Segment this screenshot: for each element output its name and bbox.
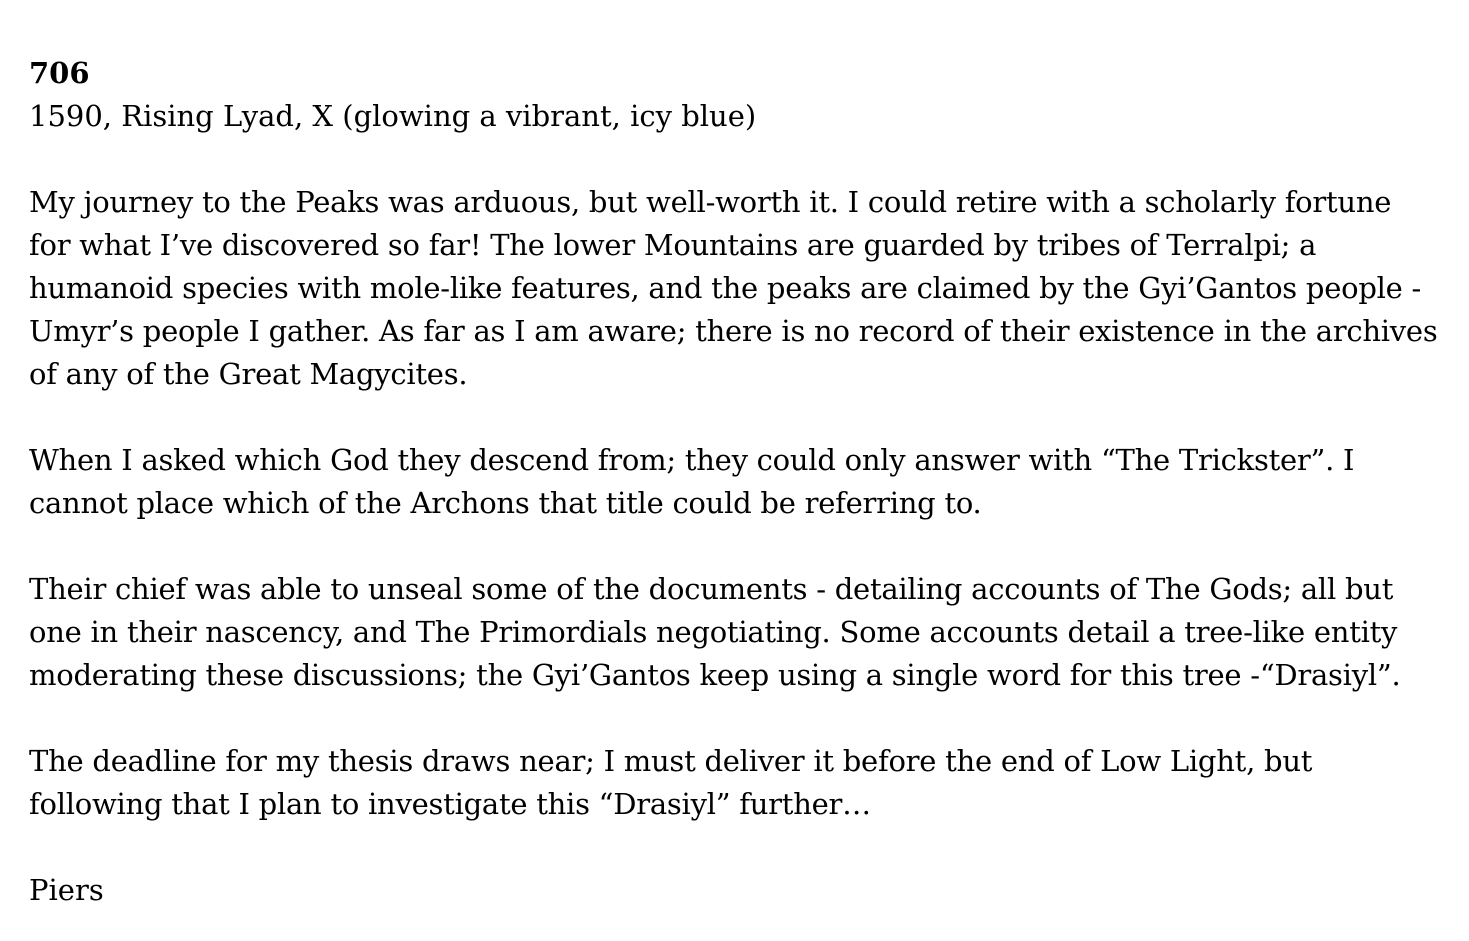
journal-entry <box>29 52 1439 912</box>
paragraph-deadline: The deadline for my thesis draws near; I must deliver it before the end of Low Light, but following that I plan to investigate this “Drasiyl” further… <box>29 744 1313 821</box>
paragraph-documents: Their chief was able to unseal some of the documents - detailing accounts of The Gods; all but one in their nascency, and The Primordials negotiating. Some accounts detail a tree-like entity moderating these discussions; the Gyi’Gantos keep using a single word for this tree -“Drasiyl”. <box>29 572 1401 692</box>
entry-date-line: 1590, Rising Lyad, X (glowing a vibrant, icy blue) <box>29 99 757 133</box>
paragraph-journey: My journey to the Peaks was arduous, but well-worth it. I could retire with a scholarly fortune for what I’ve discovered so far! The lower Mountains are guarded by tribes of Terralpi; a humanoid species with mole-like features, and the peaks are claimed by the Gyi’Gantos people - Umyr’s people I gather. As far as I am aware; there is no record of their existence in the archives of any of the Great Magycites. <box>29 185 1438 391</box>
paragraph-trickster: When I asked which God they descend from; they could only answer with “The Trickster”. I cannot place which of the Archons that title could be referring to. <box>29 443 1355 520</box>
signature: Piers <box>29 873 104 907</box>
entry-number: 706 <box>29 56 90 90</box>
